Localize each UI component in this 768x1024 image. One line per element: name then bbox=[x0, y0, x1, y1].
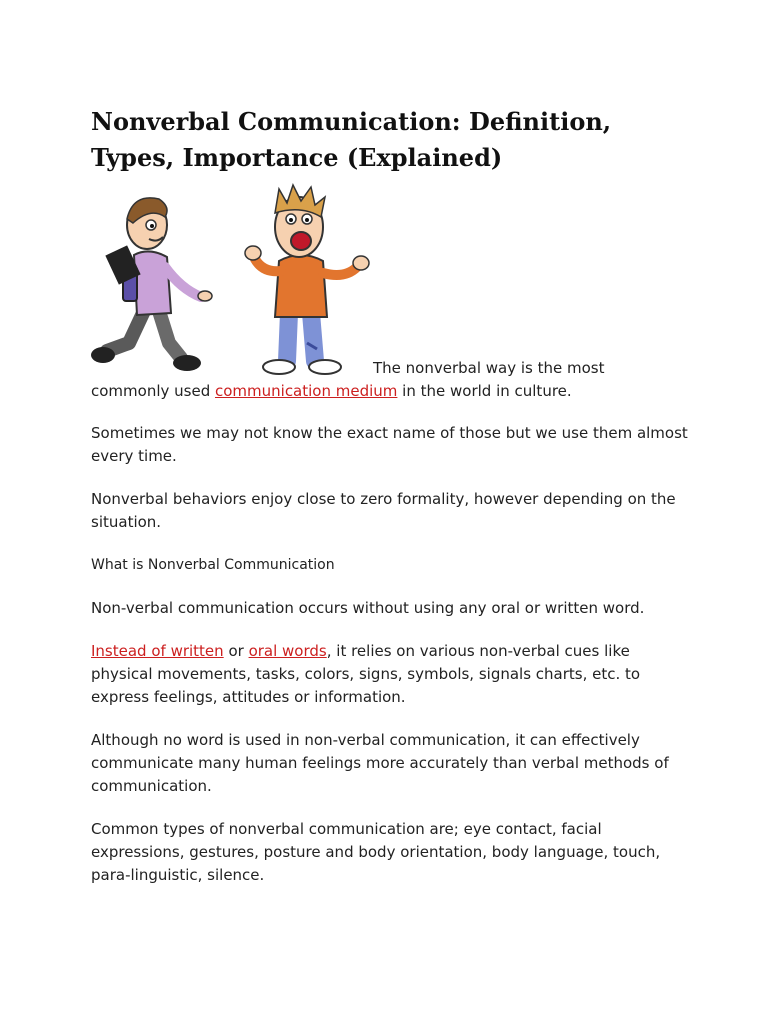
shouting-man-figure bbox=[245, 185, 369, 374]
intro-after-link: in the world in culture. bbox=[397, 382, 572, 400]
paragraph-4-mid: or bbox=[223, 642, 249, 660]
intro-after-image: The nonverbal way is the most bbox=[373, 359, 605, 377]
oral-words-link[interactable]: oral words bbox=[248, 642, 327, 660]
walking-man-figure bbox=[91, 198, 212, 371]
subheading: What is Nonverbal Communication bbox=[91, 557, 335, 573]
communication-medium-link[interactable]: communication medium bbox=[214, 382, 398, 400]
paragraph-3: Non-verbal communication occurs without using any oral or written word. bbox=[91, 599, 645, 617]
instead-of-written-link[interactable]: Instead of written bbox=[91, 642, 224, 660]
article-title: Nonverbal Communication: Definition, Types, Importance (Explained) bbox=[91, 107, 612, 172]
paragraph-2: Nonverbal behaviors enjoy close to zero formality, however depending on the situation. bbox=[91, 490, 676, 531]
intro-before-link: commonly used bbox=[91, 382, 215, 400]
paragraph-5: Although no word is used in non-verbal communication, it can effectively communicate many human feelings more accurately than verbal methods of communication. bbox=[91, 731, 669, 795]
paragraph-4-rest: , it relies on various non-verbal cues like physical movements, tasks, colors, signs, symbols, signals charts, etc. to express feelings, attitudes or information. bbox=[91, 642, 641, 706]
paragraph-4 bbox=[91, 640, 691, 709]
paragraph-1: Sometimes we may not know the exact name of those but we use them almost every time. bbox=[91, 424, 688, 465]
intro-paragraph bbox=[91, 357, 691, 403]
paragraph-6: Common types of nonverbal communication are; eye contact, facial expressions, gestures, posture and body orientation, body language, touch, para-linguistic, silence. bbox=[91, 820, 661, 884]
two-cartoon-men-icon bbox=[89, 183, 375, 379]
